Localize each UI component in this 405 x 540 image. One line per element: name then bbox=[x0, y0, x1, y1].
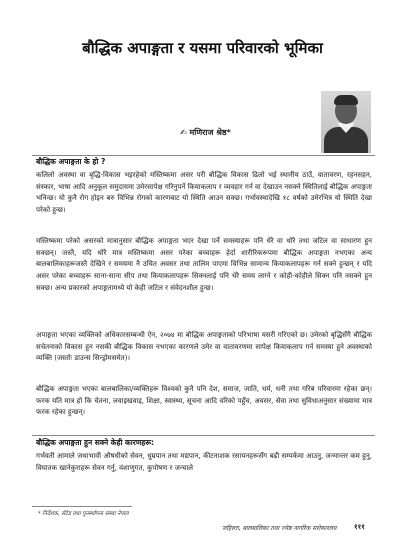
heading-underline bbox=[32, 155, 375, 156]
page-number: १११ bbox=[354, 523, 365, 531]
heading-underline bbox=[32, 435, 375, 436]
section-heading-causes: बौद्धिक अपाङ्गता हुन सक्ने केही कारणहरू: bbox=[36, 438, 155, 447]
paragraph-causes: गर्भवती आमाले जथाभावी औषधीको सेवन, धुम्रपान तथा मद्यपान, कीटनाशक रसायनहरूसँग बढी सम्पर्कमा आउनु, जन्मान्तर कम हुनु, विघातक खानेकुराहरू सेवन गर्नु, वंशाणुगत, कुपोषण र जन्चाले bbox=[36, 452, 372, 472]
paragraph-prevalence: बौद्धिक अपाङ्गता भएका बालबालिका/व्यक्तिहरू विश्वको कुनै पनि देश, समाज, जाति, धर्म, धनी तथा गरिब परिवारमा रहेका छन्। फरक यति मात्र हो कि चेतना, लवाइखवाइ, शिक्षा, स्वास्थ्य, सूचना आदि वरिको पहुँच, अवसर, सेवा तथा सुविधाअनुसार संख्यामा मात्र फरक रहेका हुन्छन्। bbox=[36, 385, 372, 417]
article-title: बौद्धिक अपाङ्गता र यसमा परिवारको भूमिका bbox=[82, 39, 323, 57]
paragraph-definition: कलिलो अवस्था वा बृद्धि-विकास भइरहेको मस्तिष्कमा असर परी बौद्धिक विकास ढिलो भई स्थानीय ठाउँ, वातावरण, रहनसहन, संस्कार, भाषा आदि अनुकूल समुदायमा उमेरसापेक्ष गरिनुपर्ने कियाकलाप र व्यवहार गर्न वा देखाउन नसक्ने स्थितिलाई बौद्धिक अपाङ्गता भनिन्छ। यो कुनै रोग होइन बरु विभिन्न रोगको कारणबाट यो स्थिति आउन सक्छ। गर्भावस्थादेखि १८ वर्षको उमेरभित्र यो स्थिति देखा परेको हुन्छ। bbox=[36, 171, 372, 215]
author-byline: ✍ मणिराज श्रेष्ठ* bbox=[180, 128, 231, 137]
paragraph-legal-definition: अपाङ्गता भएका व्यक्तिको अधिकारसम्बन्धी ऐन, २०७४ मा बौद्धिक अपाङ्गताको परिभाषा यसरी गरिएको छ। उमेरको बृद्धिसँगै बौद्धिक सचेतनाको विकास हुन नसकी बौद्धिक विकास नभएका कारणले उमेर वा वातावरणमा सापेक्ष कियाकलाप गर्न समस्या हुने अवस्थाको व्यक्ति (जस्तोः डाउन्स सिन्ड्रोमसमेत)। bbox=[36, 331, 372, 363]
footnote-rule bbox=[32, 506, 132, 507]
paragraph-severity: मस्तिष्कमा परेको असरको मात्रानुसार बौद्धिक अपाङ्गता भएर देखा पर्ने समस्याहरू पनि धेरै वा थोरै तथा जटिल वा साधारण हुन सक्छन्। जस्तै, यदि थोरै मात्र मस्तिष्कमा असर परेका बच्चाहरू हेर्दा शारीरिकरूपमा बौद्धिक अपाङ्गता नभएका अन्य बालबालिकाहरूजस्तै देखिने र समयमा नै उचित अवसर तथा तालिम पाएमा विभिन्न सामान्य कियाकलापहरू गर्न सक्ने हुन्छन् र यदि असर परेका बच्चाहरू साना-साना सीप तथा कियाकलापहरू सिक्नलाई पनि धेरै समय लाग्ने र कोही-कोहीले सिक्न पनि नसक्ने हुन सक्छ। अन्य प्रकारको अपाङ्गतामध्ये यो केही जटिल र संवेदनशील हुन्छ। bbox=[36, 237, 372, 292]
running-footer: जहिल्ता, बालबालिका तथा ज्येष्ठ नागरिक सरोकारलय bbox=[222, 525, 337, 532]
section-heading-definition: बौद्धिक अपाङ्गता के हो ? bbox=[36, 157, 106, 166]
footnote: * निर्देशक, सेटेड तथा पुनर्स्थापना संस्था नेपाल bbox=[38, 511, 129, 517]
author-photo bbox=[321, 91, 371, 153]
